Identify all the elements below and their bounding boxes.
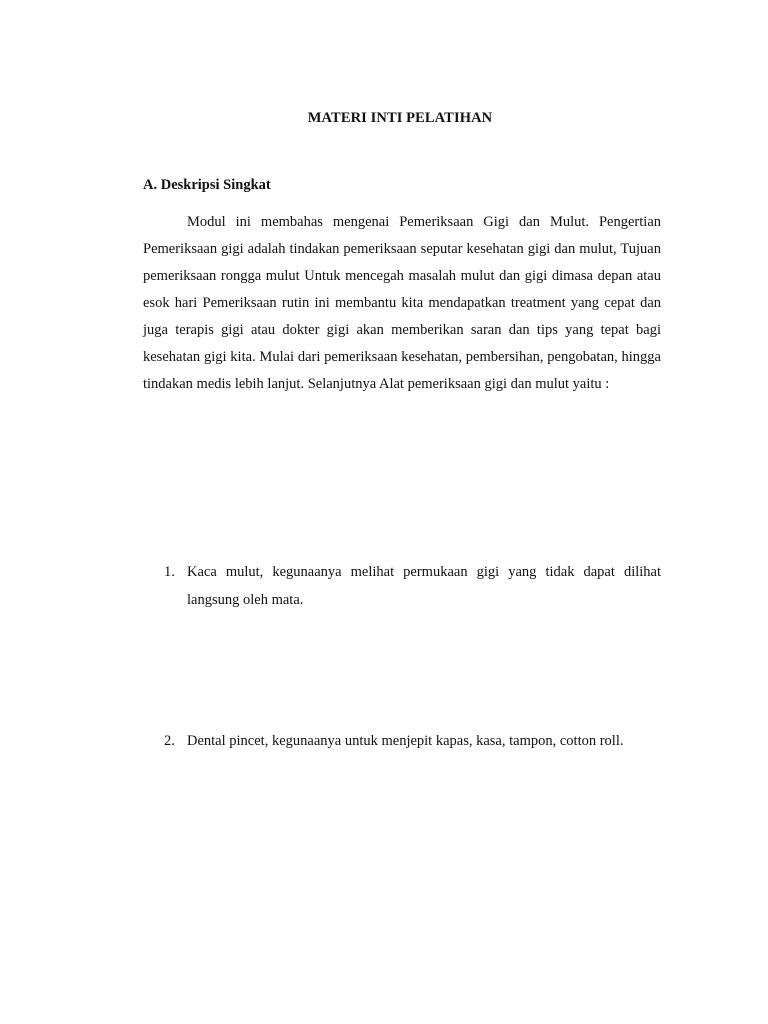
description-paragraph: Modul ini membahas mengenai Pemeriksaan Gigi dan Mulut. Pengertian Pemeriksaan gigi adalah tindakan pemeriksaan seputar kesehatan gigi dan mulut, Tujuan pemeriksaan rongga mulut Untuk mencegah masalah mulut dan gigi dimasa depan atau esok hari Pemeriksaan rutin ini membantu kita mendapatkan treatment yang cepat dan juga terapis gigi atau dokter gigi akan memberikan saran dan tips yang tepat bagi kesehatan gigi kita. Mulai dari pemeriksaan kesehatan, pembersihan, pengobatan, hingga tindakan medis lebih lanjut. Selanjutnya Alat pemeriksaan gigi dan mulut yaitu : [143, 214, 661, 392]
list-item-number: 1. [164, 564, 175, 580]
list-item-number: 2. [164, 733, 175, 749]
section-heading: A. Deskripsi Singkat [143, 177, 271, 193]
page-title: MATERI INTI PELATIHAN [307, 110, 493, 126]
list-item-text: Dental pincet, kegunaanya untuk menjepit kapas, kasa, tampon, cotton roll. [187, 733, 624, 749]
list-item [143, 558, 661, 614]
list-item-text: Kaca mulut, kegunaanya melihat permukaan gigi yang tidak dapat dilihat langsung oleh mata. [187, 564, 661, 608]
list-item [143, 727, 661, 755]
